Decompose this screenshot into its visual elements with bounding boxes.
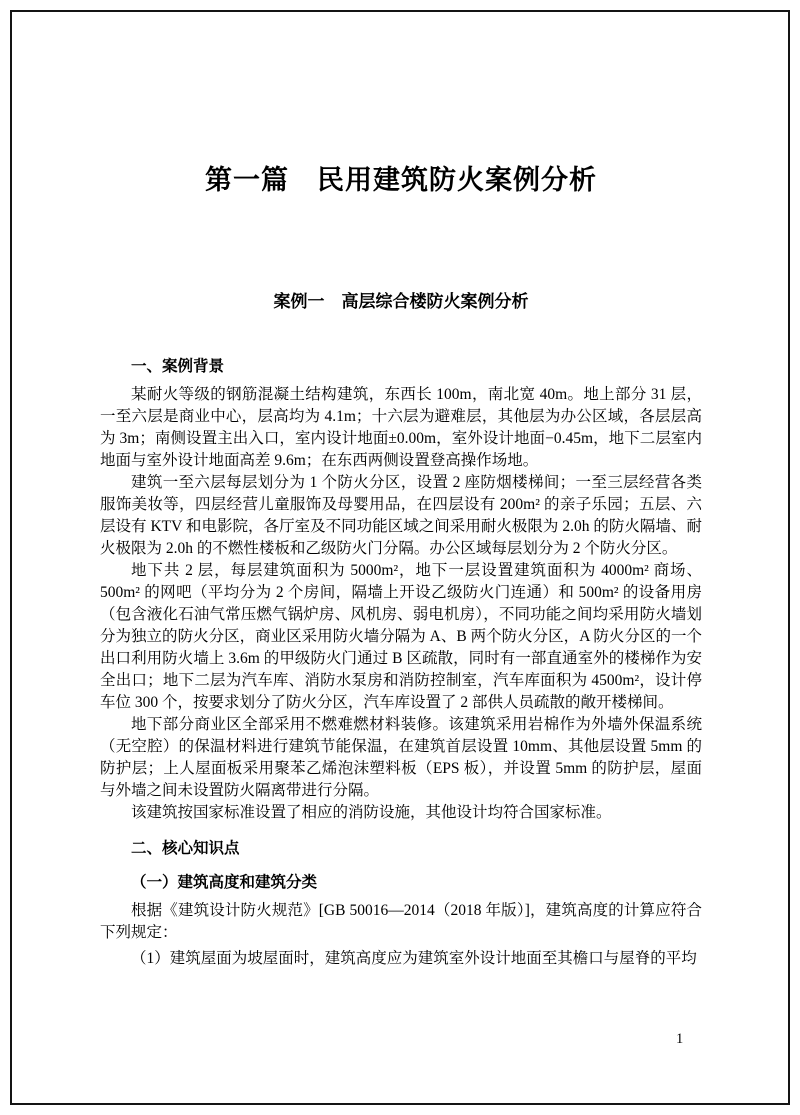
section-heading-core-knowledge: 二、核心知识点 (131, 840, 240, 857)
paragraph-code-reference: 根据《建筑设计防火规范》[GB 50016—2014（2018 年版）]，建筑高度的计算应符合下列规定： (100, 902, 702, 941)
paragraph-standards: 该建筑按国家标准设置了相应的消防设施，其他设计均符合国家标准。 (131, 804, 612, 821)
part-title: 第一篇 民用建筑防火案例分析 (205, 165, 597, 195)
document-content (100, 0, 702, 970)
section-heading-case-background: 一、案例背景 (131, 358, 225, 375)
paragraph-basement: 地下共 2 层，每层建筑面积为 5000m²，地下一层设置建筑面积为 4000m² 商场、500m² 的网吧（平均分为 2 个房间，隔墙上开设乙级防火门连通）和 500m² 的设备用房（包含液化石油气常压燃气锅炉房、风机房、弱电机房），不同功能之间均采用防火墙划分为独立的防火分区，商业区采用防火墙分隔为 A、B 两个防火分区，A 防火分区的一个出口利用防火墙上 3.6m 的甲级防火门通过 B 区疏散，同时有一部直通室外的楼梯作为安全出口；地下二层为汽车库、消防水泵房和消防控制室，汽车库面积为 4500m²，设计停车位 300 个，按要求划分了防火分区，汽车库设置了 2 部供人员疏散的敞开楼梯间。 (100, 562, 702, 711)
paragraph-sloped-roof: （1）建筑屋面为坡屋面时，建筑高度应为建筑室外设计地面至其檐口与屋脊的平均 (131, 950, 697, 967)
page-number: 1 (676, 1031, 684, 1047)
case-title: 案例一 高层综合楼防火案例分析 (273, 292, 529, 311)
paragraph-insulation: 地下部分商业区全部采用不燃难燃材料装修。该建筑采用岩棉作为外墙外保温系统（无空腔）的保温材料进行建筑节能保温，在建筑首层设置 10mm、其他层设置 5mm 的防护层；上人屋面板采用聚苯乙烯泡沫塑料板（EPS 板），并设置 5mm 的防护层，屋面与外墙之间未设置防火隔离带进行分隔。 (100, 716, 702, 799)
paragraph-building-overview: 某耐火等级的钢筋混凝土结构建筑，东西长 100m，南北宽 40m。地上部分 31 层，一至六层是商业中心，层高均为 4.1m；十六层为避难层，其他层为办公区域，各层层高为 3m；南侧设置主出入口，室内设计地面±0.00m，室外设计地面−0.45m，地下二层室内地面与室外设计地面高差 9.6m；在东西两侧设置登高操作场地。 (100, 386, 702, 469)
sub-heading-building-height: （一）建筑高度和建筑分类 (131, 874, 318, 891)
paragraph-floor-zoning: 建筑一至六层每层划分为 1 个防火分区，设置 2 座防烟楼梯间；一至三层经营各类服饰美妆等，四层经营儿童服饰及母婴用品，在四层设有 200m² 的亲子乐园；五层、六层设有 KTV 和电影院，各厅室及不同功能区域之间采用耐火极限为 2.0h 的防火隔墙、耐火极限为 2.0h 的不燃性楼板和乙级防火门分隔。办公区域每层划分为 2 个防火分区。 (100, 474, 702, 557)
